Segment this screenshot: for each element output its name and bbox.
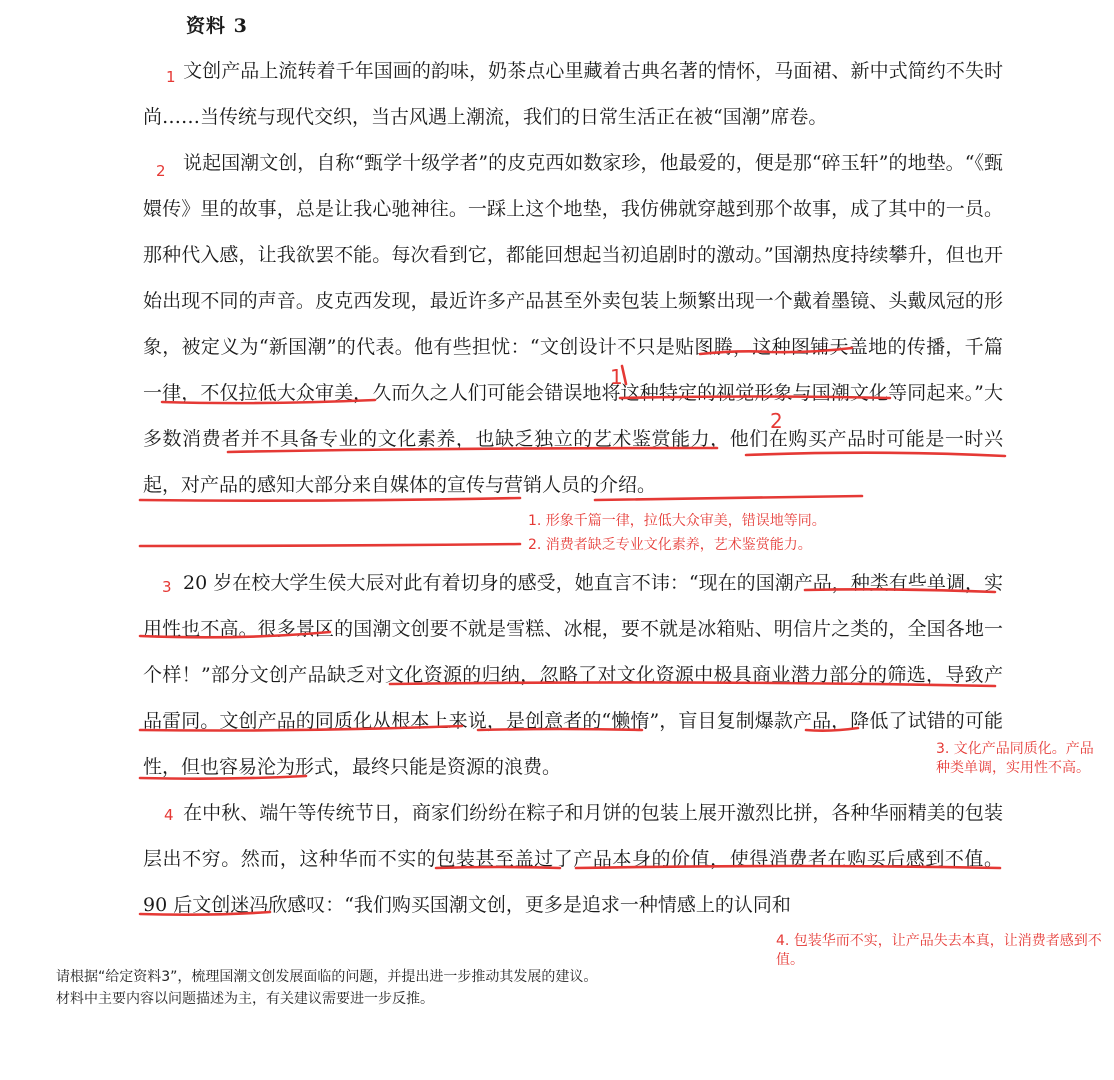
annotation-note-4: 4. 包装华而不实，让产品失去本真，让消费者感到不值。 [776,933,1102,968]
paragraph-number-3: 3 [162,578,172,596]
question-line-1: 请根据“给定资料3”，梳理国潮文创发展面临的问题，并提出进一步推动其发展的建议。 [56,969,598,985]
margin-mark-two: 2 [770,409,783,433]
paragraph-3-text: 20 岁在校大学生侯大辰对此有着切身的感受，她直言不讳：“现在的国潮产品，种类有些单调，实用性也不高。很多景区的国潮文创要不就是雪糕、冰棍，要不就是冰箱贴、明信片之类的，全国各地一个样！”部分文创产品缺乏对文化资源的归纳，忽略了对文化资源中极具商业潜力部分的筛选，导致产品雷同。文创产品的同质化从根本上来说，是创意者的“懒惰”，盲目复制爆款产品，降低了试错的可能性，但也容易沦为形式，最终只能是资源的浪费。 [143,572,1003,778]
paragraph-1-text: 文创产品上流转着千年国画的韵味，奶茶点心里藏着古典名著的情怀，马面裙、新中式简约不失时尚……当传统与现代交织，当古风遇上潮流，我们的日常生活正在被“国潮”席卷。 [143,60,1003,128]
margin-mark-one: 1 [610,365,623,389]
question-prompt [56,966,597,1010]
page-title: 资料 3 [186,15,248,37]
annotation-note-2: 2. 消费者缺乏专业文化素养，艺术鉴赏能力。 [528,537,812,553]
paragraph-4-text: 在中秋、端午等传统节日，商家们纷纷在粽子和月饼的包装上展开激烈比拼，各种华丽精美的包装层出不穷。然而，这种华而不实的包装甚至盖过了产品本身的价值，使得消费者在购买后感到不值。90 后文创迷冯欣感叹：“我们购买国潮文创，更多是追求一种情感上的认同和 [143,802,1003,916]
paragraph-number-2: 2 [156,162,166,180]
paragraph-number-4: 4 [164,806,174,824]
paragraph-2-text: 说起国潮文创，自称“甄学十级学者”的皮克西如数家珍，他最爱的，便是那“碎玉轩”的地垫。“《甄嬛传》里的故事，总是让我心驰神往。一踩上这个地垫，我仿佛就穿越到那个故事，成了其中的一员。那种代入感，让我欲罢不能。每次看到它，都能回想起当初追剧时的激动。”国潮热度持续攀升，但也开始出现不同的声音。皮克西发现，最近许多产品甚至外卖包装上频繁出现一个戴着墨镜、头戴凤冠的形象，被定义为“新国潮”的代表。他有些担忧：“文创设计不只是贴图腾，这种图铺天盖地的传播，千篇一律，不仅拉低大众审美，久而久之人们可能会错误地将这种特定的视觉形象与国潮文化等同起来。”大多数消费者并不具备专业的文化素养，也缺乏独立的艺术鉴赏能力，他们在购买产品时可能是一时兴起，对产品的感知大部分来自媒体的宣传与营销人员的介绍。 [143,152,1003,496]
question-line-2: 材料中主要内容以问题描述为主，有关建议需要进一步反推。 [56,991,434,1007]
paragraph-number-1: 1 [166,68,176,86]
annotation-note-3: 3. 文化产品同质化。产品种类单调，实用性不高。 [936,741,1094,776]
annotation-note-1: 1. 形象千篇一律，拉低大众审美，错误地等同。 [528,513,826,529]
